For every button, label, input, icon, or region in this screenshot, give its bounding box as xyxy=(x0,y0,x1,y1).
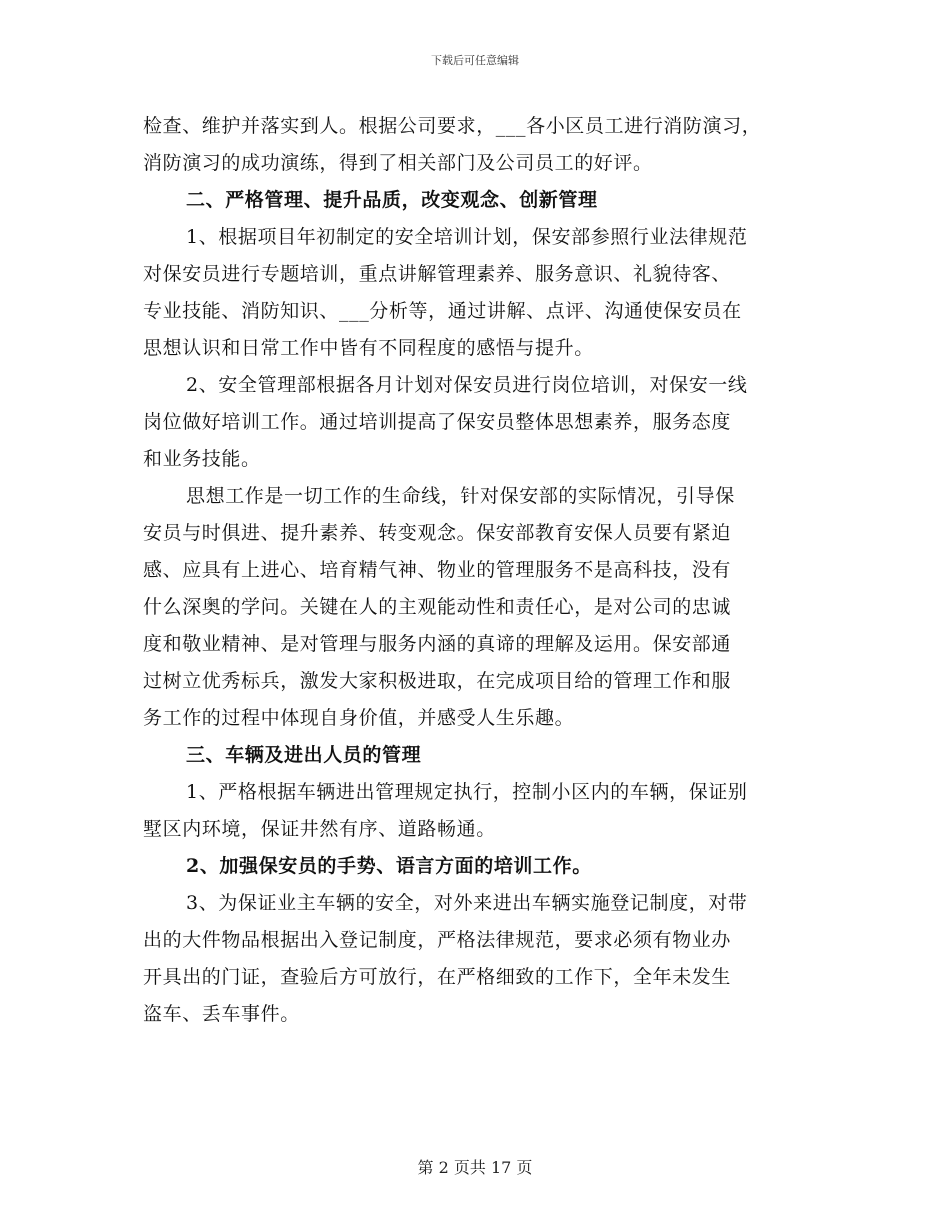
text-line: 墅区内环境，保证井然有序、道路畅通。 xyxy=(143,818,496,840)
text-line: 思想工作是一切工作的生命线，针对保安部的实际情况，引导保 xyxy=(186,485,735,507)
text-line: 思想认识和日常工作中皆有不同程度的感悟与提升。 xyxy=(143,337,594,359)
text-line: 3、为保证业主车辆的安全，对外来进出车辆实施登记制度，对带 xyxy=(186,892,748,914)
text-line: 消防演习的成功演练，得到了相关部门及公司员工的好评。 xyxy=(143,152,653,174)
section-heading: 二、严格管理、提升品质，改变观念、创新管理 xyxy=(186,189,598,211)
text-line: 开具出的门证，查验后方可放行，在严格细致的工作下，全年未发生 xyxy=(143,966,732,988)
text-line: 安员与时俱进、提升素养、转变观念。保安部教育安保人员要有紧迫 xyxy=(143,522,732,544)
text-line: 对保安员进行专题培训，重点讲解管理素养、服务意识、礼貌待客、 xyxy=(143,263,732,285)
text-line: 盗车、丢车事件。 xyxy=(143,1003,300,1025)
text-line: 度和敬业精神、是对管理与服务内涵的真谛的理解及运用。保安部通 xyxy=(143,633,732,655)
text-line: 什么深奥的学问。关键在人的主观能动性和责任心，是对公司的忠诚 xyxy=(143,596,732,618)
text-line: 感、应具有上进心、培育精气神、物业的管理服务不是高科技，没有 xyxy=(143,559,732,581)
document-body xyxy=(143,108,813,1033)
text-line: 出的大件物品根据出入登记制度，严格法律规范，要求必须有物业办 xyxy=(143,929,732,951)
page-header: 下载后可任意编辑 xyxy=(431,54,519,67)
text-line: 务工作的过程中体现自身价值，并感受人生乐趣。 xyxy=(143,707,575,729)
text-line: 2、安全管理部根据各月计划对保安员进行岗位培训，对保安一线 xyxy=(186,374,748,396)
text-line: 专业技能、消防知识、___分析等，通过讲解、点评、沟通使保安员在 xyxy=(143,300,742,322)
page-footer: 第 2 页共 17 页 xyxy=(417,1158,533,1177)
section-heading: 2、加强保安员的手势、语言方面的培训工作。 xyxy=(186,855,592,877)
text-line: 和业务技能。 xyxy=(143,448,261,470)
text-line: 过树立优秀标兵，激发大家积极进取，在完成项目给的管理工作和服 xyxy=(143,670,732,692)
text-line: 1、严格根据车辆进出管理规定执行，控制小区内的车辆，保证别 xyxy=(186,781,748,803)
text-line: 检查、维护并落实到人。根据公司要求，___各小区员工进行消防演习， xyxy=(143,115,762,137)
text-line: 岗位做好培训工作。通过培训提高了保安员整体思想素养，服务态度 xyxy=(143,411,732,433)
text-line: 1、根据项目年初制定的安全培训计划，保安部参照行业法律规范 xyxy=(186,226,748,248)
section-heading: 三、车辆及进出人员的管理 xyxy=(186,744,422,766)
